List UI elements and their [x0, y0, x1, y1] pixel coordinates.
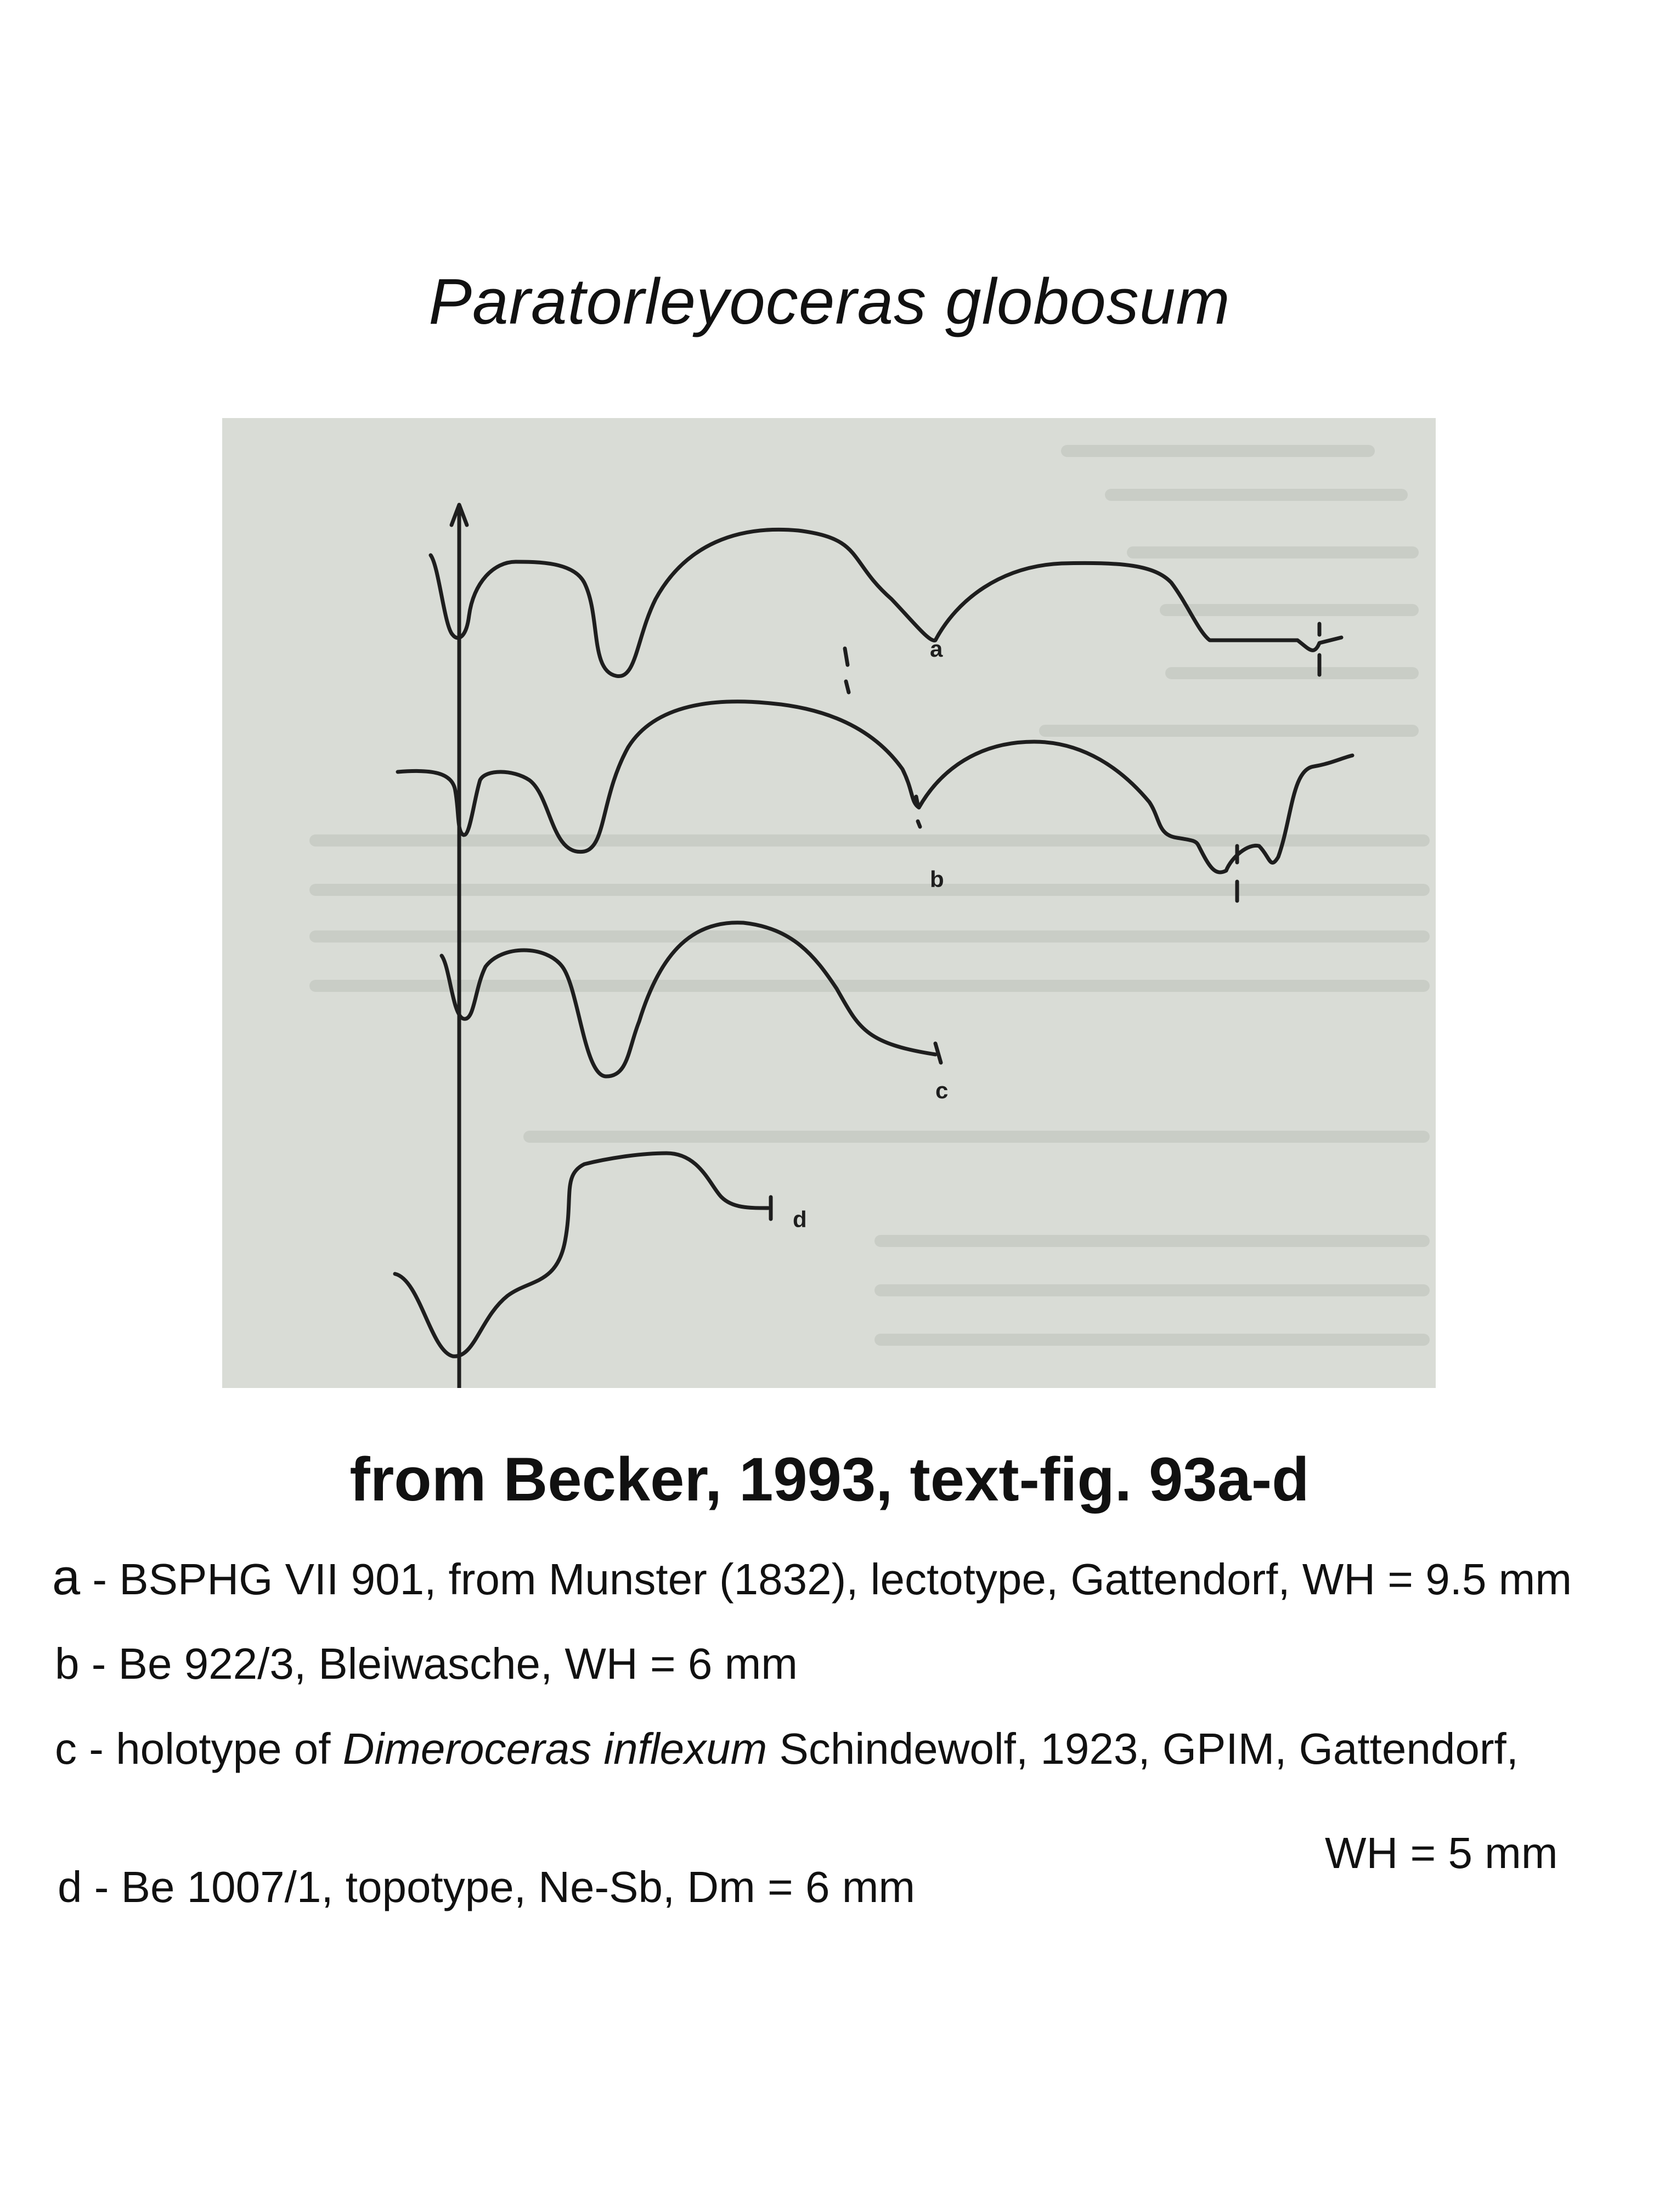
- caption-c-suffix: Schindewolf, 1923, GPIM, Gattendorf,: [767, 1724, 1519, 1773]
- suture-label-d: d: [793, 1206, 807, 1232]
- suture-label-a: a: [930, 636, 943, 662]
- caption-a-text: - BSPHG VII 901, from Munster (1832), lectotype, Gattendorf, WH = 9.5 mm: [80, 1555, 1572, 1604]
- suture-tick-c: [935, 1043, 941, 1063]
- caption-a: [52, 1547, 1572, 1607]
- suture-label-b: b: [930, 866, 944, 892]
- caption-a-key: a: [52, 1549, 81, 1605]
- suture-tick-a1: [845, 648, 848, 665]
- caption-c-taxon: Dimeroceras inflexum: [342, 1724, 768, 1773]
- suture-line-d: [395, 1153, 768, 1356]
- caption-c: [55, 1723, 1519, 1775]
- caption-d: d - Be 1007/1, topotype, Ne-Sb, Dm = 6 mm: [58, 1863, 915, 1911]
- suture-tick-a2: [846, 681, 849, 692]
- figure-source: from Becker, 1993, text-fig. 93a-d: [349, 1445, 1310, 1514]
- caption-c-continuation: WH = 5 mm: [1325, 1829, 1558, 1877]
- suture-tick-b1: [916, 797, 918, 805]
- caption-c-prefix: c - holotype of: [55, 1724, 343, 1773]
- figure-title: Paratorleyoceras globosum: [428, 266, 1231, 338]
- suture-drawing: [222, 418, 1436, 1388]
- suture-line-c: [442, 923, 935, 1076]
- suture-line-figure: [222, 418, 1436, 1388]
- caption-b: b - Be 922/3, Bleiwasche, WH = 6 mm: [55, 1639, 798, 1688]
- suture-label-c: c: [935, 1077, 949, 1103]
- suture-tick-b2: [918, 821, 920, 827]
